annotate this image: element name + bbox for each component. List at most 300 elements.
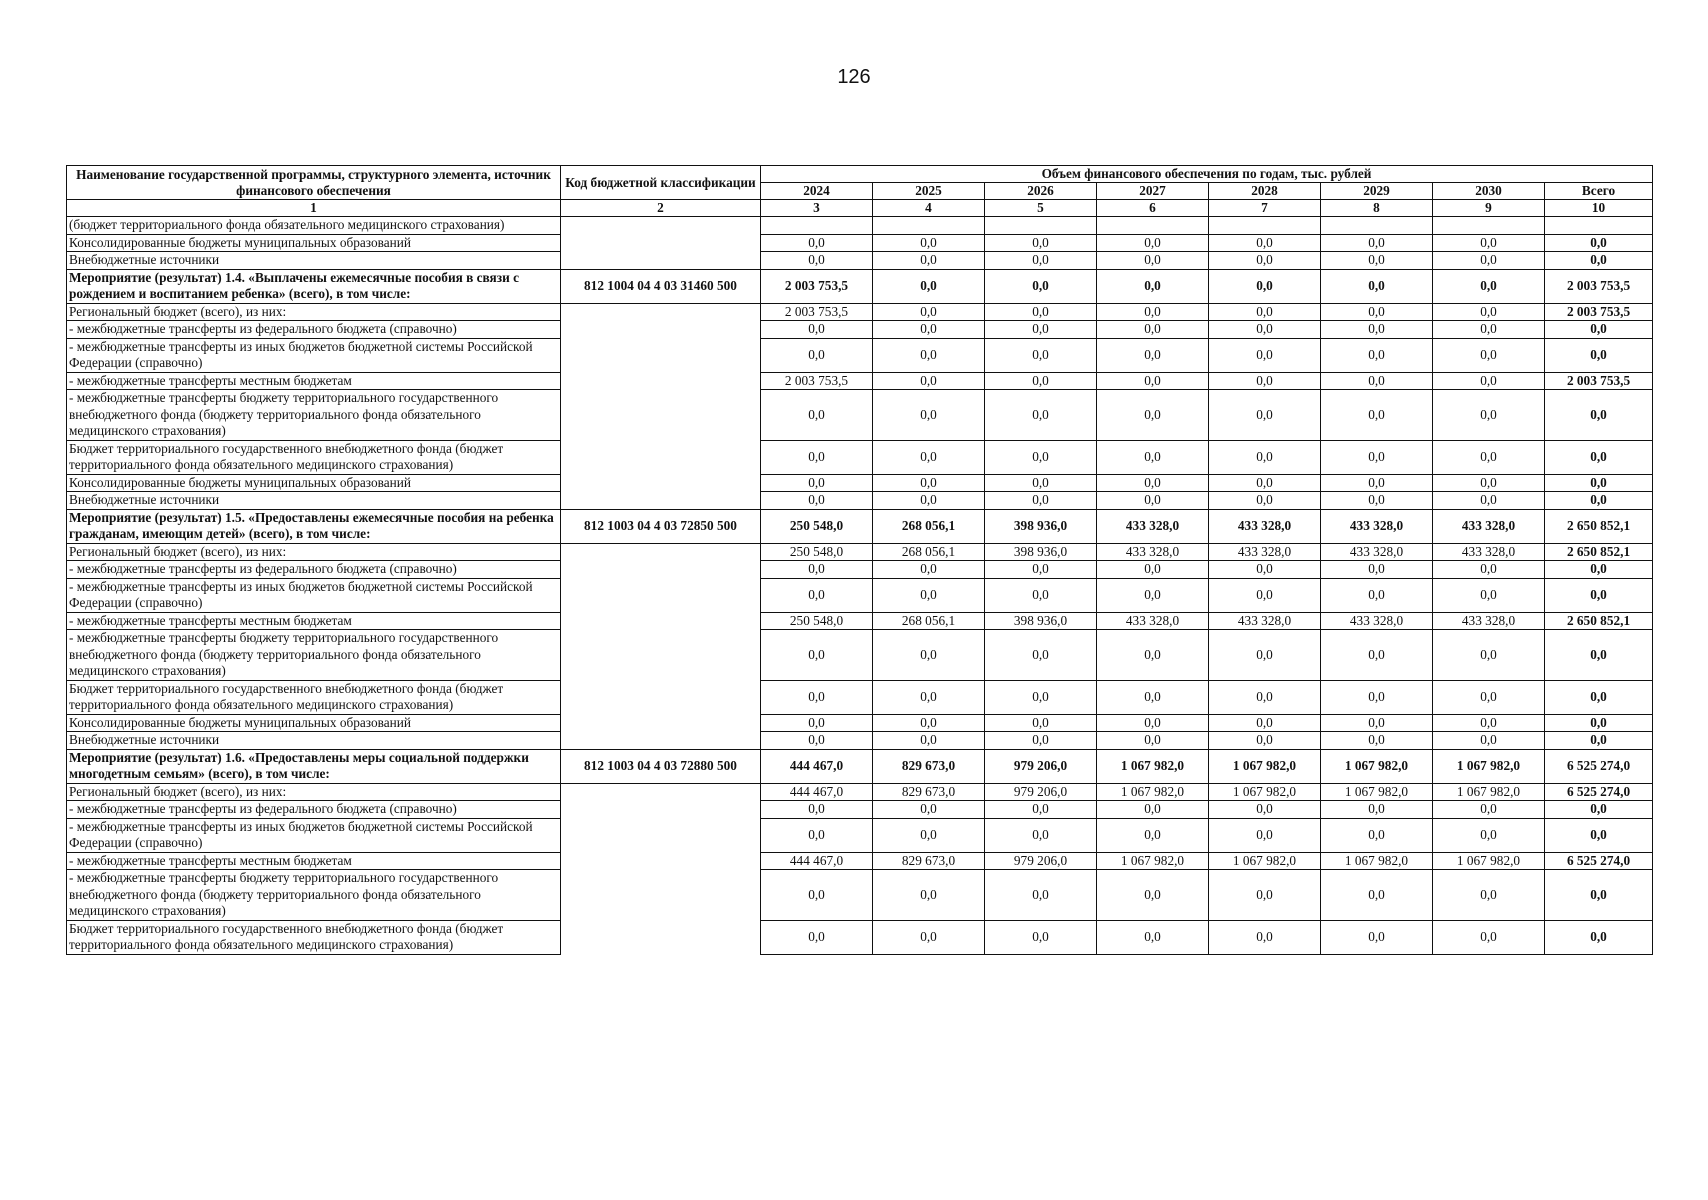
row-value: 0,0 [1209, 492, 1321, 510]
row-value: 0,0 [1097, 492, 1209, 510]
row-value: 0,0 [1097, 474, 1209, 492]
table-row [67, 321, 1653, 339]
column-number: 9 [1433, 200, 1545, 217]
row-value: 433 328,0 [1097, 509, 1209, 543]
row-value: 0,0 [1433, 321, 1545, 339]
measure-row [67, 749, 1653, 783]
row-value: 1 067 982,0 [1209, 783, 1321, 801]
row-value: 0,0 [1209, 390, 1321, 441]
row-value: 0,0 [1209, 714, 1321, 732]
row-total: 0,0 [1545, 801, 1653, 819]
row-value: 0,0 [1433, 390, 1545, 441]
row-value: 0,0 [1321, 390, 1433, 441]
row-value [1433, 217, 1545, 235]
row-value: 0,0 [1321, 252, 1433, 270]
row-value: 0,0 [1321, 680, 1433, 714]
row-value: 0,0 [985, 252, 1097, 270]
row-value: 0,0 [1097, 440, 1209, 474]
row-value: 979 206,0 [985, 783, 1097, 801]
row-value: 0,0 [985, 818, 1097, 852]
row-value: 0,0 [1321, 269, 1433, 303]
row-value: 0,0 [1209, 440, 1321, 474]
row-value: 0,0 [873, 390, 985, 441]
row-code: 812 1003 04 4 03 72850 500 [561, 509, 761, 543]
row-name: Консолидированные бюджеты муниципальных образований [67, 474, 561, 492]
row-value: 0,0 [1321, 714, 1433, 732]
row-total: 6 525 274,0 [1545, 749, 1653, 783]
row-value: 0,0 [985, 561, 1097, 579]
row-value: 0,0 [1097, 870, 1209, 921]
row-value [873, 217, 985, 235]
header-volume: Объем финансового обеспечения по годам, тыс. рублей [761, 166, 1653, 183]
row-total: 0,0 [1545, 338, 1653, 372]
row-code [561, 543, 761, 561]
row-value: 0,0 [761, 474, 873, 492]
row-value: 0,0 [1097, 578, 1209, 612]
row-value: 0,0 [1321, 321, 1433, 339]
row-name: - межбюджетные трансферты бюджету территориального государственного внебюджетного фонда (бюджету территориального фонда обязательного медицинского страхования) [67, 630, 561, 681]
table-row [67, 852, 1653, 870]
row-value: 0,0 [985, 732, 1097, 750]
table-row [67, 372, 1653, 390]
row-value: 1 067 982,0 [1209, 749, 1321, 783]
row-total: 0,0 [1545, 492, 1653, 510]
row-value [761, 217, 873, 235]
row-value: 0,0 [1097, 252, 1209, 270]
row-value: 0,0 [985, 492, 1097, 510]
row-code: 812 1003 04 4 03 72880 500 [561, 749, 761, 783]
table-row [67, 338, 1653, 372]
row-value: 0,0 [985, 321, 1097, 339]
row-name: - межбюджетные трансферты из федерального бюджета (справочно) [67, 801, 561, 819]
row-code [561, 680, 761, 714]
row-value: 250 548,0 [761, 509, 873, 543]
row-value: 0,0 [1321, 492, 1433, 510]
row-value: 0,0 [873, 680, 985, 714]
row-value: 0,0 [1209, 578, 1321, 612]
row-name: - межбюджетные трансферты из иных бюджетов бюджетной системы Российской Федерации (справочно) [67, 818, 561, 852]
row-value: 1 067 982,0 [1321, 749, 1433, 783]
row-value: 0,0 [761, 818, 873, 852]
row-total: 0,0 [1545, 680, 1653, 714]
header-year: 2027 [1097, 183, 1209, 200]
row-value: 0,0 [873, 440, 985, 474]
row-value: 0,0 [985, 801, 1097, 819]
row-value: 0,0 [1321, 440, 1433, 474]
row-value: 0,0 [873, 732, 985, 750]
row-value: 0,0 [1433, 920, 1545, 954]
row-value: 0,0 [1209, 732, 1321, 750]
row-total: 0,0 [1545, 561, 1653, 579]
row-name: Внебюджетные источники [67, 252, 561, 270]
row-name: Мероприятие (результат) 1.6. «Предоставлены меры социальной поддержки многодетным семьям» (всего), в том числе: [67, 749, 561, 783]
row-total: 0,0 [1545, 390, 1653, 441]
header-year: 2029 [1321, 183, 1433, 200]
row-name: - межбюджетные трансферты из федерального бюджета (справочно) [67, 321, 561, 339]
row-value: 0,0 [1321, 474, 1433, 492]
row-value: 0,0 [1209, 269, 1321, 303]
row-code [561, 818, 761, 852]
column-number: 10 [1545, 200, 1653, 217]
row-value: 444 467,0 [761, 783, 873, 801]
row-value: 0,0 [1433, 252, 1545, 270]
row-value: 0,0 [761, 234, 873, 252]
row-total: 0,0 [1545, 818, 1653, 852]
row-value: 0,0 [1433, 732, 1545, 750]
row-value: 0,0 [1209, 561, 1321, 579]
row-value: 0,0 [1433, 269, 1545, 303]
row-code [561, 234, 761, 252]
row-value: 268 056,1 [873, 612, 985, 630]
row-value: 0,0 [1097, 680, 1209, 714]
row-value: 0,0 [873, 714, 985, 732]
row-value: 0,0 [1209, 338, 1321, 372]
row-total: 0,0 [1545, 440, 1653, 474]
row-value: 0,0 [1097, 234, 1209, 252]
row-value: 433 328,0 [1433, 543, 1545, 561]
row-value: 0,0 [1433, 303, 1545, 321]
row-value: 0,0 [985, 680, 1097, 714]
row-value: 250 548,0 [761, 612, 873, 630]
row-value: 0,0 [761, 920, 873, 954]
row-value: 0,0 [1209, 801, 1321, 819]
row-name: - межбюджетные трансферты из федерального бюджета (справочно) [67, 561, 561, 579]
table-row [67, 303, 1653, 321]
row-name: Бюджет территориального государственного внебюджетного фонда (бюджет территориального фонда обязательного медицинского страхования) [67, 440, 561, 474]
row-code [561, 714, 761, 732]
column-number: 5 [985, 200, 1097, 217]
row-value: 1 067 982,0 [1097, 852, 1209, 870]
row-value: 0,0 [985, 372, 1097, 390]
row-code [561, 474, 761, 492]
row-code [561, 870, 761, 921]
row-code [561, 321, 761, 339]
row-value: 0,0 [761, 714, 873, 732]
row-value: 0,0 [1433, 234, 1545, 252]
row-total: 0,0 [1545, 870, 1653, 921]
row-value: 0,0 [761, 390, 873, 441]
table-row [67, 714, 1653, 732]
row-name: Внебюджетные источники [67, 492, 561, 510]
row-value: 0,0 [761, 492, 873, 510]
table-row [67, 630, 1653, 681]
table-row [67, 680, 1653, 714]
header-year: 2028 [1209, 183, 1321, 200]
row-value: 0,0 [761, 440, 873, 474]
column-number: 1 [67, 200, 561, 217]
row-value: 0,0 [985, 578, 1097, 612]
row-value: 0,0 [761, 870, 873, 921]
row-value: 0,0 [985, 303, 1097, 321]
row-code [561, 801, 761, 819]
row-value: 0,0 [873, 818, 985, 852]
row-value: 0,0 [1433, 492, 1545, 510]
row-total: 2 650 852,1 [1545, 543, 1653, 561]
row-value: 829 673,0 [873, 783, 985, 801]
row-total: 0,0 [1545, 234, 1653, 252]
row-value: 0,0 [1209, 321, 1321, 339]
row-code [561, 390, 761, 441]
table-row [67, 732, 1653, 750]
row-value [1209, 217, 1321, 235]
column-number: 3 [761, 200, 873, 217]
row-value: 0,0 [1209, 234, 1321, 252]
table-row [67, 801, 1653, 819]
row-value: 0,0 [1433, 474, 1545, 492]
row-code [561, 920, 761, 954]
row-value: 0,0 [1209, 818, 1321, 852]
row-value: 2 003 753,5 [761, 372, 873, 390]
row-value: 433 328,0 [1097, 612, 1209, 630]
row-value: 0,0 [1209, 252, 1321, 270]
row-value: 0,0 [1321, 818, 1433, 852]
header-code: Код бюджетной классификации [561, 166, 761, 200]
table-body [67, 217, 1653, 955]
header-year: 2025 [873, 183, 985, 200]
row-value: 0,0 [1097, 303, 1209, 321]
column-number: 7 [1209, 200, 1321, 217]
row-value: 0,0 [1097, 372, 1209, 390]
row-value: 268 056,1 [873, 509, 985, 543]
row-value: 979 206,0 [985, 852, 1097, 870]
row-name: - межбюджетные трансферты местным бюджетам [67, 852, 561, 870]
table-row [67, 543, 1653, 561]
row-value: 0,0 [1321, 630, 1433, 681]
row-value: 0,0 [761, 680, 873, 714]
row-value: 1 067 982,0 [1097, 749, 1209, 783]
row-value: 0,0 [985, 440, 1097, 474]
row-code [561, 303, 761, 321]
row-name: Бюджет территориального государственного внебюджетного фонда (бюджет территориального фонда обязательного медицинского страхования) [67, 920, 561, 954]
row-value: 398 936,0 [985, 543, 1097, 561]
row-total: 2 003 753,5 [1545, 269, 1653, 303]
header-name: Наименование государственной программы, структурного элемента, источник финансового обеспечения [67, 166, 561, 200]
row-name: - межбюджетные трансферты из иных бюджетов бюджетной системы Российской Федерации (справочно) [67, 338, 561, 372]
row-total: 0,0 [1545, 252, 1653, 270]
table-row [67, 252, 1653, 270]
row-total [1545, 217, 1653, 235]
row-value: 0,0 [1433, 561, 1545, 579]
row-value: 433 328,0 [1321, 543, 1433, 561]
header-year: 2026 [985, 183, 1097, 200]
row-name: Бюджет территориального государственного внебюджетного фонда (бюджет территориального фонда обязательного медицинского страхования) [67, 680, 561, 714]
row-value: 0,0 [1433, 714, 1545, 732]
row-total: 0,0 [1545, 630, 1653, 681]
row-value: 398 936,0 [985, 612, 1097, 630]
row-value: 0,0 [873, 578, 985, 612]
row-value: 0,0 [1097, 714, 1209, 732]
row-value: 433 328,0 [1321, 612, 1433, 630]
row-value: 0,0 [873, 252, 985, 270]
row-code [561, 852, 761, 870]
row-value: 0,0 [1097, 269, 1209, 303]
row-value: 0,0 [1321, 338, 1433, 372]
row-total: 6 525 274,0 [1545, 783, 1653, 801]
row-code [561, 217, 761, 235]
row-value: 0,0 [873, 303, 985, 321]
row-value: 0,0 [1321, 870, 1433, 921]
table-row [67, 217, 1653, 235]
row-value: 1 067 982,0 [1433, 783, 1545, 801]
row-value: 0,0 [761, 321, 873, 339]
row-value: 0,0 [873, 269, 985, 303]
row-name: - межбюджетные трансферты бюджету территориального государственного внебюджетного фонда (бюджету территориального фонда обязательного медицинского страхования) [67, 390, 561, 441]
row-value: 0,0 [761, 578, 873, 612]
row-name: Консолидированные бюджеты муниципальных образований [67, 714, 561, 732]
row-total: 6 525 274,0 [1545, 852, 1653, 870]
row-name: Региональный бюджет (всего), из них: [67, 543, 561, 561]
row-total: 0,0 [1545, 920, 1653, 954]
column-number: 2 [561, 200, 761, 217]
row-value: 829 673,0 [873, 852, 985, 870]
row-value [1097, 217, 1209, 235]
row-total: 2 003 753,5 [1545, 372, 1653, 390]
row-value: 0,0 [1321, 303, 1433, 321]
header-year: 2030 [1433, 183, 1545, 200]
measure-row [67, 509, 1653, 543]
row-value: 0,0 [1433, 630, 1545, 681]
row-value: 0,0 [985, 630, 1097, 681]
row-value: 979 206,0 [985, 749, 1097, 783]
table-header [67, 166, 1653, 217]
row-code [561, 630, 761, 681]
row-value: 0,0 [873, 474, 985, 492]
row-code [561, 561, 761, 579]
row-value: 0,0 [761, 338, 873, 372]
row-value: 1 067 982,0 [1097, 783, 1209, 801]
row-value: 829 673,0 [873, 749, 985, 783]
row-value: 398 936,0 [985, 509, 1097, 543]
row-value: 0,0 [873, 338, 985, 372]
row-value: 0,0 [1209, 870, 1321, 921]
table-row [67, 474, 1653, 492]
table-row [67, 783, 1653, 801]
row-value: 0,0 [1321, 801, 1433, 819]
row-value: 433 328,0 [1097, 543, 1209, 561]
row-value: 0,0 [985, 234, 1097, 252]
row-value: 0,0 [873, 234, 985, 252]
row-code [561, 252, 761, 270]
row-value: 0,0 [1209, 680, 1321, 714]
row-code [561, 338, 761, 372]
row-value: 0,0 [1433, 372, 1545, 390]
row-value: 0,0 [1321, 920, 1433, 954]
row-code [561, 578, 761, 612]
table-row [67, 561, 1653, 579]
table-row [67, 390, 1653, 441]
row-value: 433 328,0 [1433, 612, 1545, 630]
row-name: Региональный бюджет (всего), из них: [67, 783, 561, 801]
row-value: 268 056,1 [873, 543, 985, 561]
row-value: 0,0 [1209, 474, 1321, 492]
row-value: 0,0 [985, 390, 1097, 441]
row-value: 444 467,0 [761, 749, 873, 783]
table-row [67, 578, 1653, 612]
row-value: 0,0 [985, 714, 1097, 732]
column-number: 4 [873, 200, 985, 217]
row-code [561, 372, 761, 390]
row-value: 0,0 [1209, 372, 1321, 390]
row-value [1321, 217, 1433, 235]
row-value: 0,0 [985, 338, 1097, 372]
row-total: 2 650 852,1 [1545, 509, 1653, 543]
row-value: 0,0 [985, 474, 1097, 492]
row-value: 1 067 982,0 [1209, 852, 1321, 870]
row-value: 0,0 [761, 630, 873, 681]
row-value: 0,0 [873, 561, 985, 579]
row-name: Внебюджетные источники [67, 732, 561, 750]
row-value: 0,0 [761, 252, 873, 270]
row-value: 0,0 [985, 920, 1097, 954]
measure-row [67, 269, 1653, 303]
row-value: 0,0 [1209, 630, 1321, 681]
table-row [67, 234, 1653, 252]
row-value: 0,0 [1097, 321, 1209, 339]
row-name: Мероприятие (результат) 1.5. «Предоставлены ежемесячные пособия на ребенка гражданам, имеющим детей» (всего), в том числе: [67, 509, 561, 543]
row-total: 0,0 [1545, 732, 1653, 750]
row-value: 0,0 [1097, 732, 1209, 750]
row-value: 433 328,0 [1209, 543, 1321, 561]
row-value: 0,0 [1321, 578, 1433, 612]
row-value: 0,0 [873, 870, 985, 921]
row-value: 0,0 [1433, 440, 1545, 474]
row-name: - межбюджетные трансферты местным бюджетам [67, 612, 561, 630]
row-code [561, 440, 761, 474]
row-value: 0,0 [873, 321, 985, 339]
row-value: 0,0 [985, 870, 1097, 921]
row-value: 433 328,0 [1433, 509, 1545, 543]
table-row [67, 440, 1653, 474]
row-total: 2 650 852,1 [1545, 612, 1653, 630]
row-total: 0,0 [1545, 578, 1653, 612]
row-value: 250 548,0 [761, 543, 873, 561]
page-number: 126 [837, 66, 871, 88]
column-number: 6 [1097, 200, 1209, 217]
row-value: 0,0 [1321, 732, 1433, 750]
table-row [67, 920, 1653, 954]
row-value: 2 003 753,5 [761, 269, 873, 303]
row-value: 1 067 982,0 [1321, 852, 1433, 870]
row-total: 0,0 [1545, 714, 1653, 732]
row-name: (бюджет территориального фонда обязательного медицинского страхования) [67, 217, 561, 235]
row-code [561, 612, 761, 630]
row-value: 0,0 [1097, 630, 1209, 681]
row-value: 0,0 [873, 492, 985, 510]
row-value: 0,0 [1097, 818, 1209, 852]
row-value: 0,0 [1433, 680, 1545, 714]
row-value [985, 217, 1097, 235]
row-value: 0,0 [761, 801, 873, 819]
row-value: 0,0 [1097, 390, 1209, 441]
column-number: 8 [1321, 200, 1433, 217]
row-name: Мероприятие (результат) 1.4. «Выплачены ежемесячные пособия в связи с рождением и воспитанием ребенка» (всего), в том числе: [67, 269, 561, 303]
row-value: 0,0 [1433, 818, 1545, 852]
row-value: 0,0 [761, 561, 873, 579]
header-total: Всего [1545, 183, 1653, 200]
row-value: 0,0 [985, 269, 1097, 303]
row-name: Региональный бюджет (всего), из них: [67, 303, 561, 321]
table-row [67, 492, 1653, 510]
row-value: 0,0 [1209, 303, 1321, 321]
column-number-row [67, 200, 1653, 217]
row-value: 0,0 [1097, 561, 1209, 579]
row-value: 0,0 [1433, 338, 1545, 372]
row-code [561, 783, 761, 801]
row-value: 433 328,0 [1209, 509, 1321, 543]
row-value: 1 067 982,0 [1433, 852, 1545, 870]
table-row [67, 870, 1653, 921]
row-value: 0,0 [1321, 561, 1433, 579]
